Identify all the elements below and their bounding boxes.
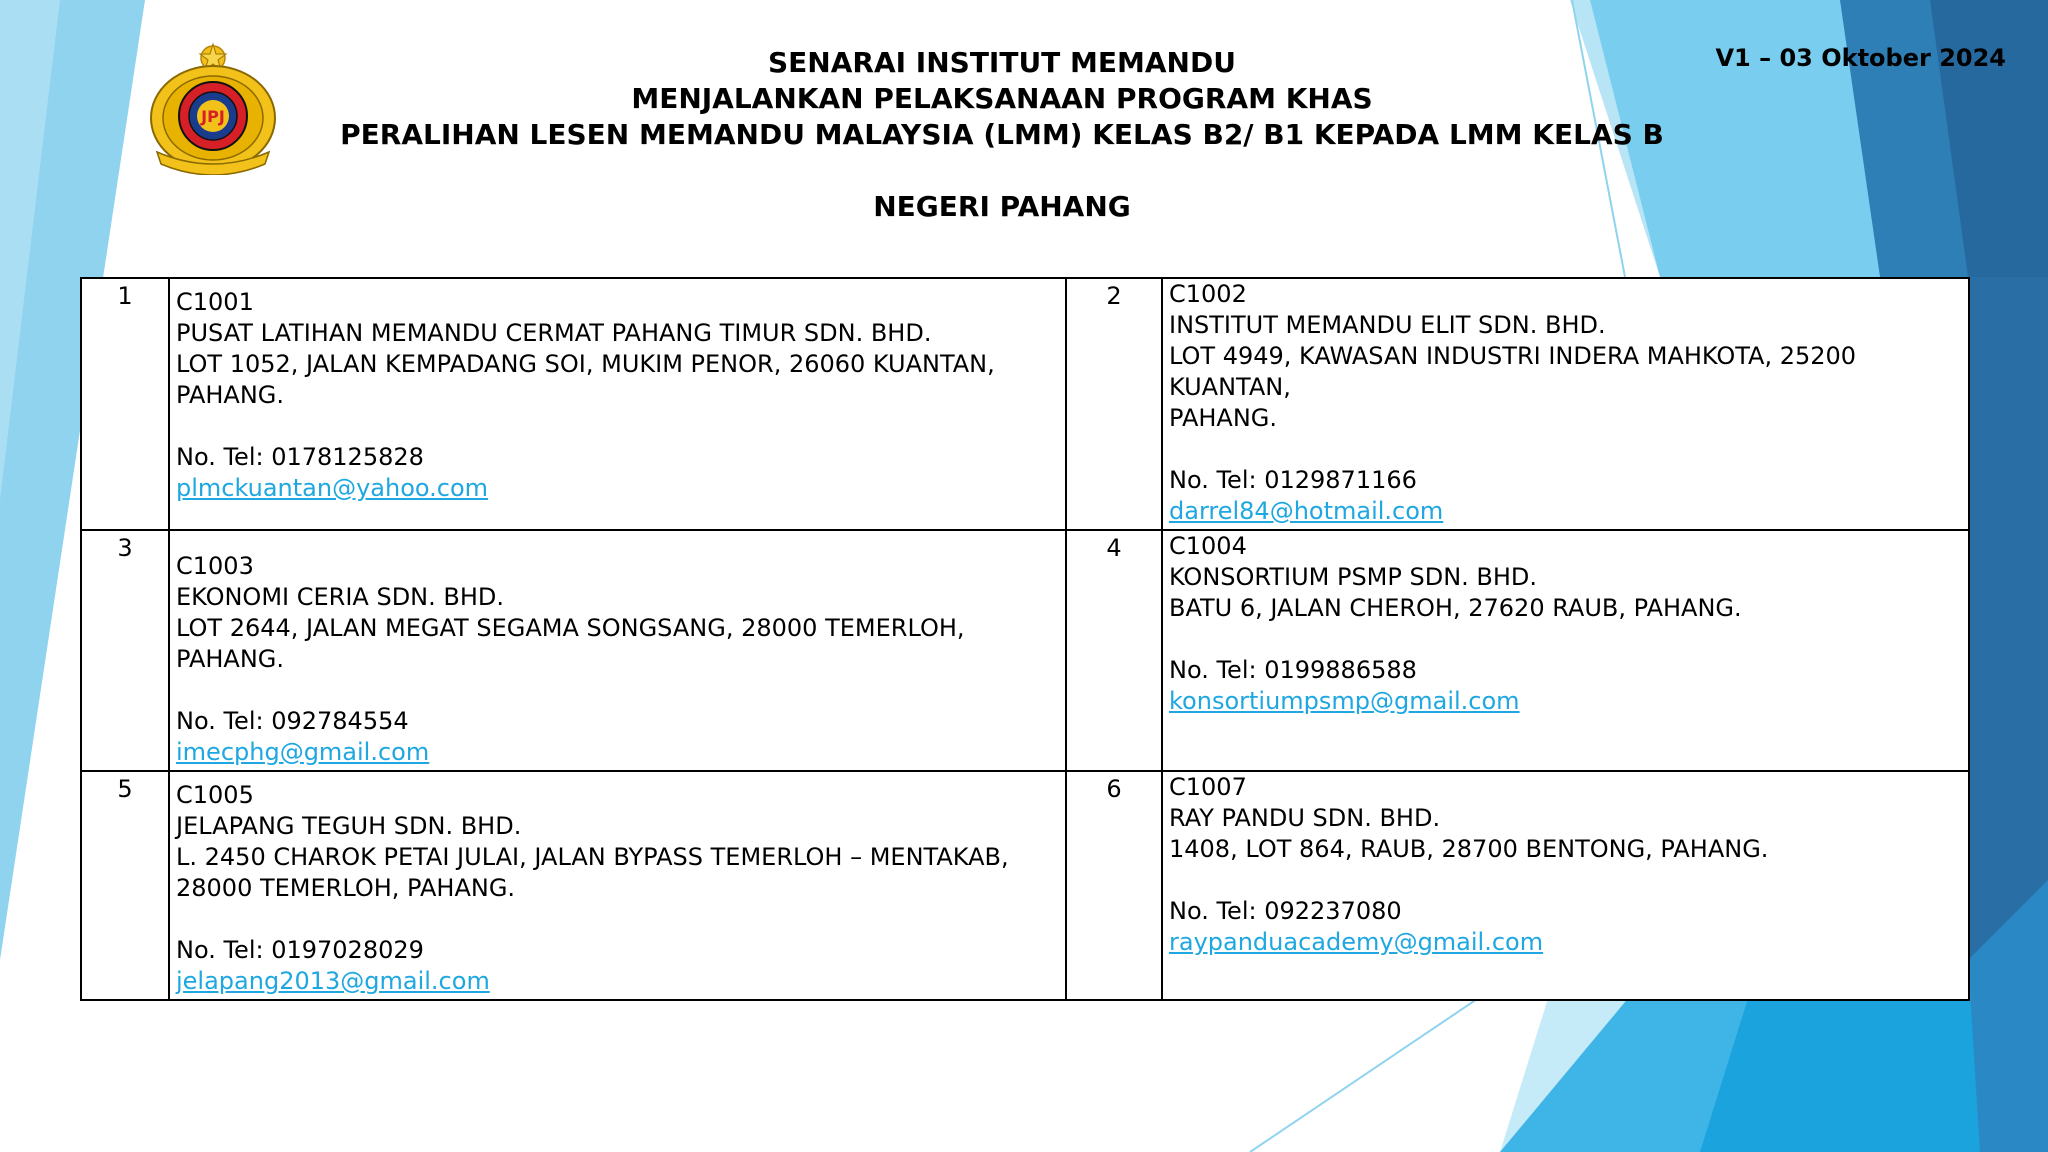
institute-tel: No. Tel: 0178125828 [176,443,424,471]
row-number: 4 [1066,530,1162,771]
institute-email-link[interactable]: plmckuantan@yahoo.com [176,474,489,502]
institute-email-link[interactable]: konsortiumpsmp@gmail.com [1169,687,1520,715]
state-heading: NEGERI PAHANG [873,190,1131,223]
institute-cell [169,530,1066,771]
table-row [81,771,1969,1000]
institute-cell [169,278,1066,530]
institute-name: KONSORTIUM PSMP SDN. BHD. [1169,563,1538,591]
institute-tel: No. Tel: 092237080 [1169,897,1402,925]
institute-address: LOT 2644, JALAN MEGAT SEGAMA SONGSANG, 28000 TEMERLOH, PAHANG. [176,614,965,673]
institute-tel: No. Tel: 0197028029 [176,936,424,964]
institute-name: PUSAT LATIHAN MEMANDU CERMAT PAHANG TIMUR SDN. BHD. [176,319,932,347]
institute-cell [1162,771,1969,1000]
right-decor-right [1968,277,2048,960]
institute-cell [169,771,1066,1000]
institute-code: C1004 [1169,532,1247,560]
institute-address: LOT 4949, KAWASAN INDUSTRI INDERA MAHKOTA, 25200 KUANTAN, [1169,342,1857,401]
row-number: 5 [81,771,169,1000]
institute-name: EKONOMI CERIA SDN. BHD. [176,583,505,611]
title-line-3: PERALIHAN LESEN MEMANDU MALAYSIA (LMM) KELAS B2/ B1 KEPADA LMM KELAS B [340,118,1664,151]
institute-address: PAHANG. [176,381,284,409]
institute-address: PAHANG. [1169,404,1277,432]
institute-email-link[interactable]: darrel84@hotmail.com [1169,497,1444,525]
institute-table [80,277,1970,1001]
institute-name: RAY PANDU SDN. BHD. [1169,804,1441,832]
institute-email-link[interactable]: raypanduacademy@gmail.com [1169,928,1544,956]
institute-tel: No. Tel: 0199886588 [1169,656,1417,684]
institute-code: C1001 [176,288,254,316]
institute-email-link[interactable]: imecphg@gmail.com [176,738,430,766]
institute-cell [1162,530,1969,771]
institute-code: C1007 [1169,773,1247,801]
institute-cell [1162,278,1969,530]
institute-address: 1408, LOT 864, RAUB, 28700 BENTONG, PAHANG. [1169,835,1769,863]
title-line-1: SENARAI INSTITUT MEMANDU [768,46,1236,79]
institute-tel: No. Tel: 092784554 [176,707,409,735]
row-number: 3 [81,530,169,771]
institute-address: 28000 TEMERLOH, PAHANG. [176,874,516,902]
institute-code: C1002 [1169,280,1247,308]
version-date: V1 – 03 Oktober 2024 [1715,44,2006,72]
institute-name: JELAPANG TEGUH SDN. BHD. [176,812,522,840]
institute-name: INSTITUT MEMANDU ELIT SDN. BHD. [1169,311,1606,339]
logo-initials: JPJ [201,107,225,126]
table-row [81,278,1969,530]
institute-address: BATU 6, JALAN CHEROH, 27620 RAUB, PAHANG. [1169,594,1742,622]
title-line-2: MENJALANKAN PELAKSANAAN PROGRAM KHAS [631,82,1373,115]
table-row [81,530,1969,771]
institute-code: C1005 [176,781,254,809]
institute-code: C1003 [176,552,254,580]
row-number: 1 [81,278,169,530]
institute-address: LOT 1052, JALAN KEMPADANG SOI, MUKIM PENOR, 26060 KUANTAN, [176,350,995,378]
institute-address: L. 2450 CHAROK PETAI JULAI, JALAN BYPASS TEMERLOH – MENTAKAB, [176,843,1009,871]
row-number: 2 [1066,278,1162,530]
institute-tel: No. Tel: 0129871166 [1169,466,1417,494]
institute-email-link[interactable]: jelapang2013@gmail.com [176,967,490,995]
row-number: 6 [1066,771,1162,1000]
